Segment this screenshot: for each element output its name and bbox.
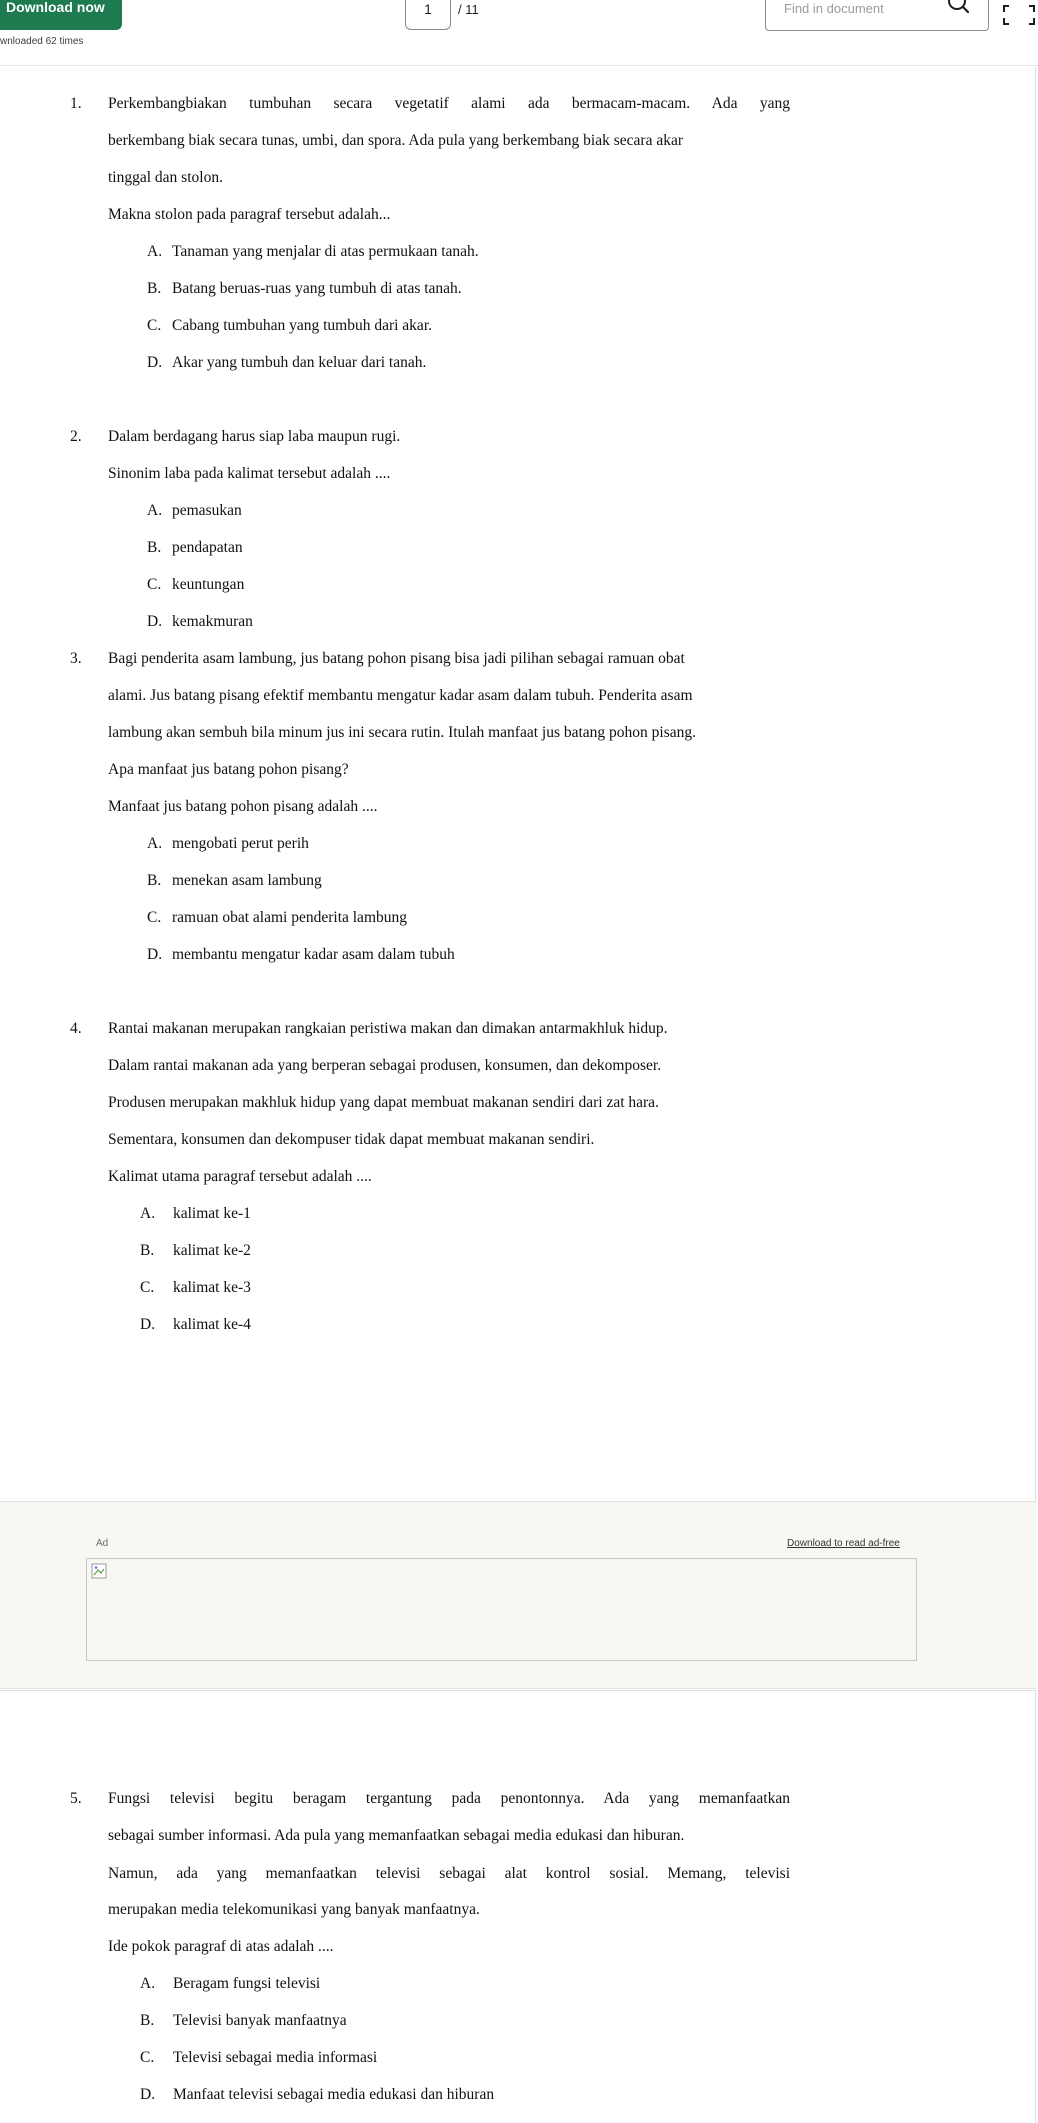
- question-2: [70, 428, 790, 650]
- answer-option: [70, 2086, 790, 2123]
- question-paragraph-line: Rantai makanan merupakan rangkaian peristiwa makan dan dimakan antarmakhluk hidup.: [108, 1020, 668, 1037]
- answer-option: [70, 2012, 790, 2049]
- option-letter: B.: [147, 872, 162, 889]
- question-prompt: Sinonim laba pada kalimat tersebut adalah ....: [108, 465, 391, 482]
- answer-option: [70, 354, 790, 391]
- question-paragraph-line: merupakan media telekomunikasi yang banyak manfaatnya.: [108, 1901, 480, 1918]
- question-4: [70, 1020, 790, 1353]
- answer-option: [70, 2049, 790, 2086]
- question-paragraph-line: Bagi penderita asam lambung, jus batang pohon pisang bisa jadi pilihan sebagai ramuan obat: [108, 650, 685, 667]
- option-letter: A.: [140, 1975, 156, 1992]
- answer-option: [70, 1975, 790, 2012]
- option-letter: C.: [140, 2049, 155, 2066]
- answer-option: [70, 280, 790, 317]
- question-5: [70, 1790, 790, 2123]
- search-placeholder: Find in document: [784, 1, 884, 16]
- option-text: pendapatan: [172, 539, 243, 556]
- option-letter: D.: [147, 354, 163, 371]
- option-text: Batang beruas-ruas yang tumbuh di atas tanah.: [172, 280, 462, 297]
- download-now-button[interactable]: Download now: [0, 0, 122, 30]
- option-letter: A.: [147, 243, 163, 260]
- option-letter: C.: [140, 1279, 155, 1296]
- question-paragraph-line: Dalam rantai makanan ada yang berperan sebagai produsen, konsumen, dan dekomposer.: [108, 1057, 662, 1074]
- question-number: 5.: [70, 1790, 82, 1807]
- answer-option: [70, 835, 790, 872]
- broken-image-icon: [91, 1563, 107, 1579]
- option-letter: A.: [147, 835, 163, 852]
- download-count-text: wnloaded 62 times: [0, 36, 84, 47]
- answer-option: [70, 946, 790, 983]
- answer-option: [70, 317, 790, 354]
- question-number: 2.: [70, 428, 82, 445]
- ad-slot[interactable]: [86, 1558, 917, 1661]
- question-1: [70, 95, 790, 391]
- question-paragraph-line: Sementara, konsumen dan dekompuser tidak dapat membuat makanan sendiri.: [108, 1131, 595, 1148]
- question-number: 1.: [70, 95, 82, 112]
- option-text: kalimat ke-1: [173, 1205, 251, 1222]
- option-letter: A.: [140, 1205, 156, 1222]
- option-text: Tanaman yang menjalar di atas permukaan tanah.: [172, 243, 479, 260]
- option-letter: D.: [147, 613, 163, 630]
- option-letter: C.: [147, 317, 162, 334]
- answer-option: [70, 872, 790, 909]
- option-letter: D.: [140, 2086, 156, 2103]
- answer-option: [70, 1316, 790, 1353]
- question-prompt: Manfaat jus batang pohon pisang adalah ....: [108, 798, 378, 815]
- download-ad-free-link[interactable]: Download to read ad-free: [787, 1538, 900, 1549]
- question-paragraph-line: Dalam berdagang harus siap laba maupun rugi.: [108, 428, 401, 445]
- option-text: Manfaat televisi sebagai media edukasi dan hiburan: [173, 2086, 495, 2103]
- option-text: kalimat ke-4: [173, 1316, 251, 1333]
- question-prompt: Kalimat utama paragraf tersebut adalah ....: [108, 1168, 372, 1185]
- fullscreen-icon[interactable]: [1002, 4, 1036, 26]
- ad-label: Ad: [96, 1538, 109, 1549]
- option-letter: C.: [147, 909, 162, 926]
- option-letter: B.: [147, 280, 162, 297]
- option-letter: D.: [147, 946, 163, 963]
- question-paragraph-line: Fungsi televisi begitu beragam tergantung pada penontonnya. Ada yang memanfaatkan: [108, 1790, 790, 1807]
- option-letter: C.: [147, 576, 162, 593]
- answer-option: [70, 539, 790, 576]
- page-total-text: / 11: [458, 2, 479, 17]
- question-paragraph-line: alami. Jus batang pisang efektif membantu mengatur kadar asam dalam tubuh. Penderita asam: [108, 687, 693, 704]
- question-paragraph-line: Perkembangbiakan tumbuhan secara vegetatif alami ada bermacam-macam. Ada yang: [108, 95, 790, 112]
- option-letter: D.: [140, 1316, 156, 1333]
- option-text: Beragam fungsi televisi: [173, 1975, 321, 1992]
- question-paragraph-line: tinggal dan stolon.: [108, 169, 223, 186]
- option-text: membantu mengatur kadar asam dalam tubuh: [172, 946, 455, 963]
- answer-option: [70, 576, 790, 613]
- question-paragraph-line: sebagai sumber informasi. Ada pula yang memanfaatkan sebagai media edukasi dan hiburan.: [108, 1827, 685, 1844]
- document-toolbar: [0, 0, 1038, 66]
- option-text: kalimat ke-3: [173, 1279, 251, 1296]
- document-page-1: [0, 67, 1036, 1501]
- answer-option: [70, 909, 790, 946]
- option-text: ramuan obat alami penderita lambung: [172, 909, 407, 926]
- option-text: Akar yang tumbuh dan keluar dari tanah.: [172, 354, 427, 371]
- page-number-input[interactable]: 1: [405, 0, 451, 30]
- option-letter: B.: [140, 2012, 155, 2029]
- question-paragraph-line: lambung akan sembuh bila minum jus ini secara rutin. Itulah manfaat jus batang pohon pisang.: [108, 724, 697, 741]
- option-text: Televisi sebagai media informasi: [173, 2049, 378, 2066]
- option-text: keuntungan: [172, 576, 245, 593]
- option-text: mengobati perut perih: [172, 835, 309, 852]
- option-text: kemakmuran: [172, 613, 253, 630]
- question-paragraph-line: berkembang biak secara tunas, umbi, dan spora. Ada pula yang berkembang biak secara akar: [108, 132, 683, 149]
- question-prompt: Ide pokok paragraf di atas adalah ....: [108, 1938, 334, 1955]
- question-number: 4.: [70, 1020, 82, 1037]
- question-3: [70, 650, 790, 983]
- search-icon[interactable]: [942, 0, 976, 21]
- option-letter: B.: [147, 539, 162, 556]
- question-paragraph-line: Apa manfaat jus batang pohon pisang?: [108, 761, 349, 778]
- answer-option: [70, 1279, 790, 1316]
- answer-option: [70, 613, 790, 650]
- ad-section: [0, 1501, 1036, 1689]
- find-in-document-input[interactable]: [765, 0, 989, 31]
- question-prompt: Makna stolon pada paragraf tersebut adalah...: [108, 206, 391, 223]
- option-text: kalimat ke-2: [173, 1242, 251, 1259]
- question-paragraph-line: Namun, ada yang memanfaatkan televisi sebagai alat kontrol sosial. Memang, televisi: [108, 1865, 790, 1882]
- option-text: pemasukan: [172, 502, 242, 519]
- question-paragraph-line: Produsen merupakan makhluk hidup yang dapat membuat makanan sendiri dari zat hara.: [108, 1094, 659, 1111]
- question-number: 3.: [70, 650, 82, 667]
- answer-option: [70, 502, 790, 539]
- answer-option: [70, 1205, 790, 1242]
- option-letter: A.: [147, 502, 163, 519]
- option-text: Televisi banyak manfaatnya: [173, 2012, 347, 2029]
- document-page-2: [0, 1690, 1036, 2123]
- option-text: Cabang tumbuhan yang tumbuh dari akar.: [172, 317, 432, 334]
- option-letter: B.: [140, 1242, 155, 1259]
- answer-option: [70, 1242, 790, 1279]
- option-text: menekan asam lambung: [172, 872, 322, 889]
- answer-option: [70, 243, 790, 280]
